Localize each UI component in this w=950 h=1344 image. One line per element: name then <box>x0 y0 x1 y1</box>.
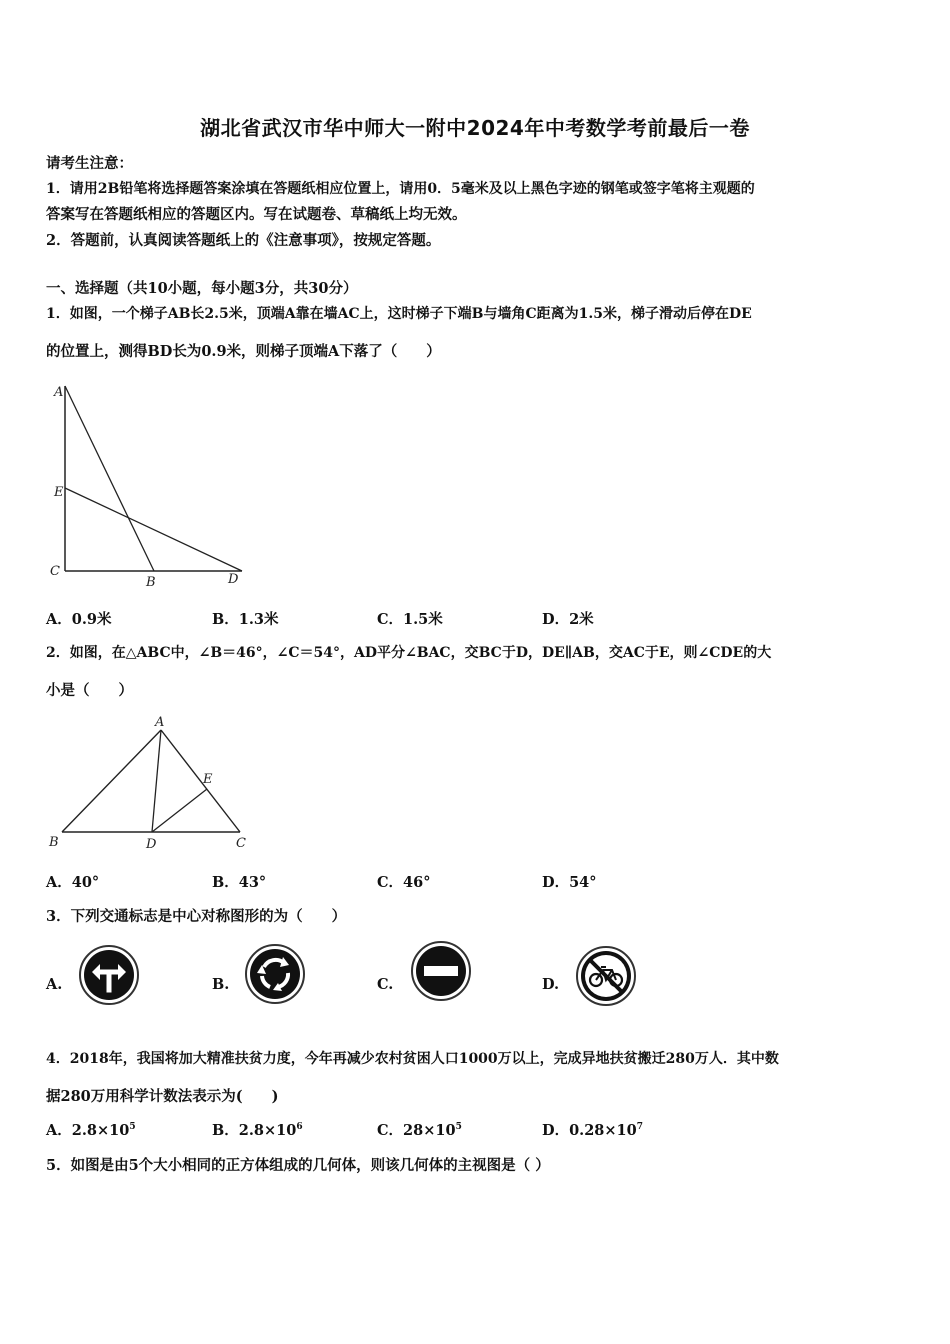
q5-text-line-1: 5．如图是由5个大小相同的正方体组成的几何体，则该几何体的主视图是（ ） <box>46 1157 550 1174</box>
q4-option-c[interactable] <box>377 1119 462 1140</box>
point-label-b: B <box>146 575 156 590</box>
notice-line-1: 1．请用2B铅笔将选择题答案涂填在答题纸相应位置上，请用0．5毫米及以上黑色字迹的钢笔或签字笔将主观题的 <box>46 181 755 197</box>
option-base: 28×10 <box>403 1122 456 1139</box>
q1-option-a[interactable]: A．0.9米 <box>46 611 112 628</box>
q2-option-b[interactable]: B．43° <box>212 874 267 891</box>
q3-option-b[interactable]: B. <box>212 976 230 993</box>
option-exponent: 7 <box>636 1122 643 1133</box>
point-label-c: C <box>50 564 60 579</box>
q2-text-line-2: 小是（ ） <box>46 682 133 699</box>
option-letter: C． <box>377 1122 404 1139</box>
q1-option-c[interactable]: C．1.5米 <box>377 611 443 628</box>
q1-text-line-2: 的位置上，测得BD长为0.9米，则梯子顶端A下落了（ ） <box>46 343 441 360</box>
option-base: 0.28×10 <box>569 1122 637 1139</box>
section-heading: 一、选择题（共10小题，每小题3分，共30分） <box>46 280 358 297</box>
side-ac <box>161 730 240 832</box>
roundabout-sign-icon <box>244 943 306 1005</box>
q1-ladder-figure <box>44 376 254 598</box>
q4-text-line-2: 据280万用科学计数法表示为( ) <box>46 1088 279 1105</box>
q4-text-line-1: 4．2018年，我国将加大精准扶贫力度，今年再减少农村贫困人口1000万以上，完成异地扶贫搬迁280万人．其中数 <box>46 1051 779 1067</box>
q3-option-d[interactable]: D. <box>542 976 560 993</box>
no-entry-sign-icon <box>410 940 472 1002</box>
option-exponent: 5 <box>455 1122 462 1133</box>
q1-option-b[interactable]: B．1.3米 <box>212 611 279 628</box>
q4-option-a[interactable] <box>46 1119 136 1140</box>
point-label-e: E <box>203 772 213 787</box>
side-ab <box>62 730 161 832</box>
q2-triangle-figure <box>44 712 264 857</box>
notice-heading: 请考生注意： <box>46 155 133 172</box>
q2-option-a[interactable]: A．40° <box>46 874 100 891</box>
page-title: 湖北省武汉市华中师大一附中2024年中考数学考前最后一卷 <box>200 116 750 140</box>
q4-option-d[interactable] <box>542 1119 643 1140</box>
point-label-a: A <box>155 715 165 730</box>
point-label-b: B <box>49 835 59 850</box>
q3-option-c[interactable]: C. <box>377 976 394 993</box>
option-base: 2.8×10 <box>238 1122 297 1139</box>
option-base: 2.8×10 <box>71 1122 130 1139</box>
option-letter: A． <box>46 1122 72 1139</box>
notice-line-1b: 答案写在答题纸相应的答题区内。写在试题卷、草稿纸上均无效。 <box>46 206 467 223</box>
option-letter: D． <box>542 1122 570 1139</box>
segment-de <box>152 789 207 832</box>
q3-text-line-1: 3．下列交通标志是中心对称图形的为（ ） <box>46 908 347 925</box>
q1-option-d[interactable]: D．2米 <box>542 611 594 628</box>
q1-text-line-1: 1．如图，一个梯子AB长2.5米，顶端A靠在墙AC上，这时梯子下端B与墙角C距离为1.5米，梯子滑动后停在DE <box>46 306 752 322</box>
q2-option-c[interactable]: C．46° <box>377 874 431 891</box>
segment-ad <box>152 730 161 832</box>
option-letter: B． <box>212 1122 239 1139</box>
q2-option-d[interactable]: D．54° <box>542 874 597 891</box>
point-label-e: E <box>54 485 64 500</box>
no-bicycle-sign-icon <box>575 945 637 1007</box>
q2-text-line-1: 2．如图，在△ABC中，∠B＝46°，∠C＝54°，AD平分∠BAC，交BC于D，DE∥AB，交AC于E，则∠CDE的大 <box>46 645 772 661</box>
option-exponent: 6 <box>296 1122 303 1133</box>
point-label-a: A <box>54 385 64 400</box>
point-label-c: C <box>236 836 246 851</box>
option-exponent: 5 <box>129 1122 136 1133</box>
point-label-d: D <box>146 837 157 852</box>
ladder-line-ed <box>65 488 242 571</box>
q4-option-b[interactable] <box>212 1119 303 1140</box>
turn-left-right-sign-icon <box>78 944 140 1006</box>
q3-option-a[interactable]: A. <box>46 976 63 993</box>
ladder-line-ab <box>65 386 154 571</box>
notice-line-2: 2．答题前，认真阅读答题纸上的《注意事项》，按规定答题。 <box>46 232 441 249</box>
point-label-d: D <box>228 572 239 587</box>
